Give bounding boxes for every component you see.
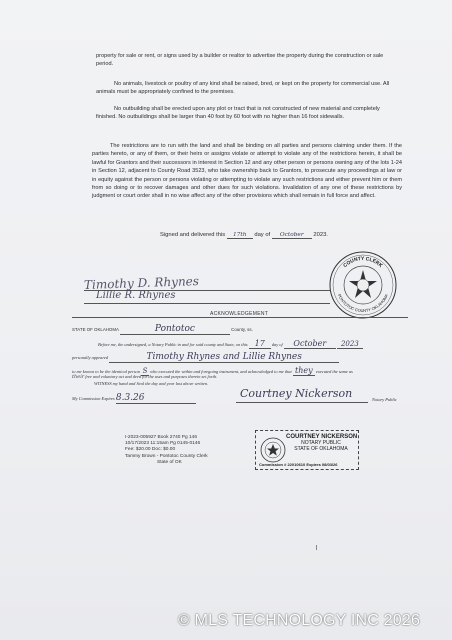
signed-delivered-line	[160, 232, 328, 239]
signature-lillie: Lillie R. Rhynes	[96, 290, 176, 301]
signed-prefix: Signed and delivered this	[160, 232, 226, 238]
signed-day: 17th	[227, 232, 253, 239]
svg-text:PONTOTOC COUNTY OKLAHOMA	[337, 293, 389, 313]
paragraph-animals	[96, 80, 396, 97]
ack-before-text: Before me, the undersigned, a Notary Public in and for said county and State, on this	[98, 342, 248, 347]
ack-county-label: County, ss.	[231, 327, 253, 332]
ack-witness-line: WITNESS my hand and Seal the day and year last above written.	[94, 381, 209, 386]
ack-executed-same: executed the same as	[315, 369, 353, 374]
paragraph-outbuilding	[96, 105, 396, 122]
seal-top-text: COUNTY CLERK	[342, 255, 384, 270]
notary-public-label: Notary Public	[372, 397, 397, 402]
paragraph-outbuilding-text: No outbuilding shall be erected upon any plot or tract that is not constructed of new material and completely finished. No outbuildings shall be larger than 40 foot by 60 foot with no higher than 16 foot sidewalls.	[96, 106, 380, 121]
ack-appeared-value: Timothy Rhynes and Lillie Rhynes	[109, 352, 339, 363]
page-mark	[316, 545, 317, 550]
ack-appeared-line	[72, 352, 339, 363]
ack-day-of: day of	[271, 342, 283, 347]
signed-month: October	[272, 232, 312, 239]
recording-line-1: I-2023-005927 Book 2740 Pg 146	[125, 435, 198, 440]
ack-commission-label: My Commission Expires	[72, 396, 115, 401]
ack-they: they	[293, 366, 315, 376]
ack-commission-line	[72, 393, 196, 404]
paragraph-animals-text: No animals, livestock or poultry of any kind shall be raised, bred, or kept on the property for commercial use. All animals must be appropriately confined to the premises.	[96, 81, 390, 96]
ack-free-line	[72, 374, 217, 380]
ack-year-value: 2023	[337, 340, 363, 349]
ack-county-value: Pontotoc	[120, 324, 230, 335]
recording-line-5: State of OK	[157, 459, 182, 465]
signature-line-2	[84, 303, 330, 304]
recording-line-3: Fee: $20.00 Doc: $0.00	[125, 447, 176, 453]
stamp-text	[286, 434, 356, 452]
ack-before-line	[98, 339, 363, 349]
signature-timothy: Timothy D. Rhynes	[83, 273, 200, 293]
signed-mid: day of	[254, 232, 271, 238]
ack-commission-value: 8.3.26	[116, 393, 196, 404]
stamp-name: COURTNEY NICKERSON	[286, 434, 358, 440]
ack-appeared-label: personally appeared	[72, 355, 109, 360]
signed-year: 2023.	[313, 232, 328, 238]
paragraph-restrictions	[92, 142, 402, 201]
ack-their: their	[72, 374, 85, 380]
county-clerk-seal-icon	[328, 250, 398, 320]
paragraph-restrictions-text: The restrictions are to run with the land and shall be binding on all parties and persons claiming under them. If the parties hereto, or any of them, or their heirs or assigns violate or attempt to violate any of the restrictions herein, it shall be lawful for Grantors and their successors in interest in Section 12 and any other person or persons owning any of the lots 1-24 in Section 12, adjacent to County Road 3523, who take ownership back to Grantors, to prosecute any proceedings at law or in equity against the person or persons violating or attempting to violate any such restrictions and either prevent him or them from so doing or to recover damages and other dues for such violations. Invalidation of any one of these restrictions by judgment or court order shall in no wise affect any of the other provisions which shall remain in full force and affect.	[92, 143, 402, 200]
notary-stamp	[255, 430, 359, 470]
mls-watermark: © MLS TECHNOLOGY INC 2026	[178, 612, 421, 629]
ack-day-value: 17	[249, 339, 271, 349]
ack-state-label: STATE OF OKLAHOMA	[72, 327, 119, 332]
ack-known-text: to me known to be the identical person	[72, 369, 140, 374]
ack-executed-text: who executed the within and foregoing instrument, and acknowledged to me that	[150, 369, 292, 374]
recording-line-4: Tammy Brown - Pontotoc County Clerk	[125, 453, 208, 459]
ack-month-value: October	[284, 339, 336, 349]
svg-text:COUNTY CLERK	[342, 256, 384, 269]
stamp-commission: Commission # 22010610 Expires 08/03/26	[259, 462, 338, 467]
acknowledgement-title: ACKNOWLEDGEMENT	[210, 311, 269, 317]
ack-free-text: free and voluntary act and deed for the uses and purposes therein set forth.	[85, 374, 218, 379]
paragraph-signs: property for sale or rent, or signs used by a builder or realtor to advertise the property during the construction or sale period.	[96, 53, 384, 68]
ack-state-line	[72, 324, 253, 335]
notary-signature-line	[236, 402, 368, 403]
seal-bottom-text: PONTOTOC COUNTY OKLAHOMA	[336, 293, 390, 314]
stamp-title-1: NOTARY PUBLIC	[301, 440, 341, 446]
ack-known-s: S	[142, 367, 148, 375]
notary-signature: Courtney Nickerson	[240, 387, 353, 400]
notary-emblem-icon	[260, 437, 286, 463]
ack-divider	[72, 317, 408, 318]
stamp-title-2: STATE OF OKLAHOMA	[294, 446, 348, 452]
recording-line-2: 10/17/2023 11:15am Pg 0145-0146	[125, 441, 201, 447]
recording-info	[125, 435, 208, 466]
